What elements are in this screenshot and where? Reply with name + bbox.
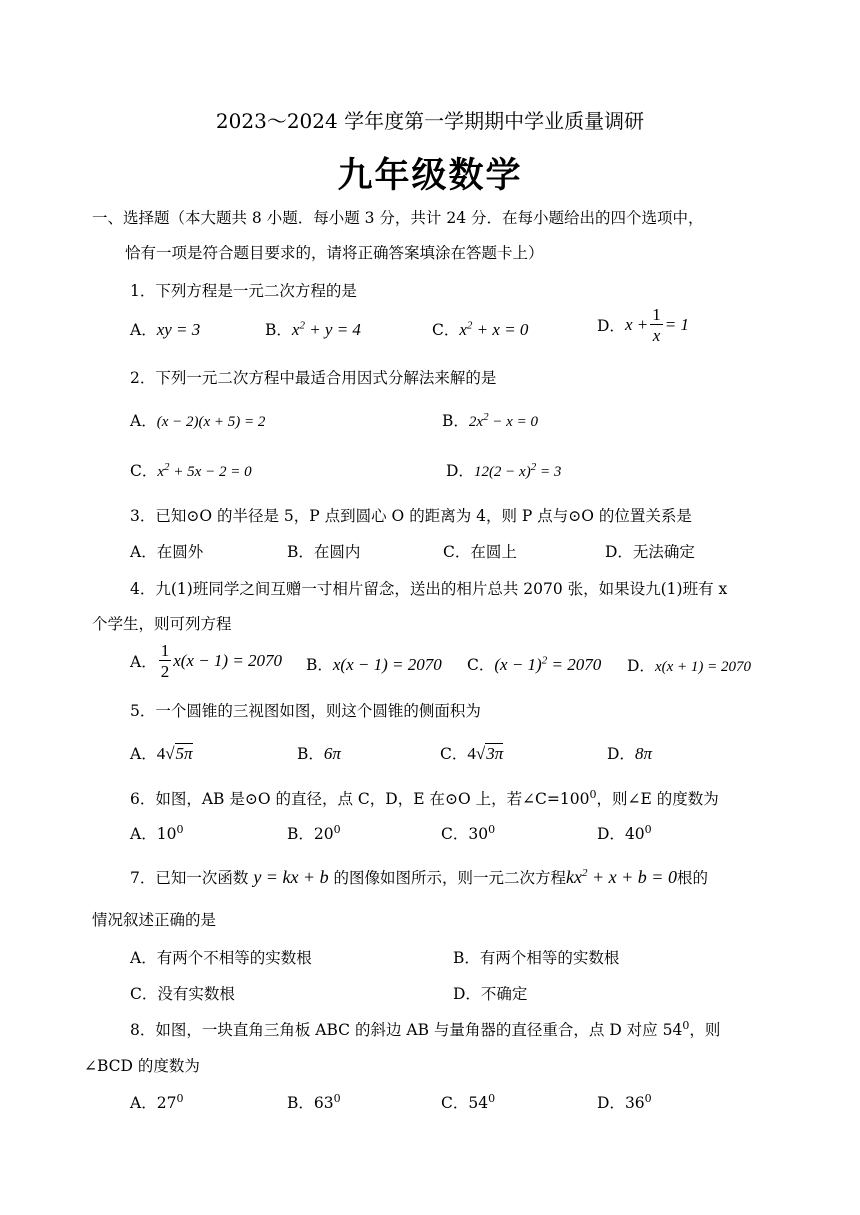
q2-d-exp: 2	[530, 461, 537, 473]
q2-option-a	[130, 409, 265, 431]
q8-stem-line1	[130, 1018, 720, 1040]
q1-option-d-math	[624, 305, 689, 345]
degree-sup: 0	[644, 1091, 652, 1105]
q2-c-pre: x	[157, 464, 165, 480]
q3-option-c: C．在圆上	[443, 543, 517, 561]
q6-option-d-label: D．	[597, 825, 625, 843]
q7-option-c: C．没有实数根	[130, 985, 235, 1003]
q1-option-d	[597, 306, 689, 344]
q1-d-num: 1	[652, 305, 661, 324]
q2-b-pre: 2x	[468, 414, 484, 430]
q7-function: y = kx + b	[253, 867, 329, 887]
q5-stem: 5．一个圆锥的三视图如图，则这个圆锥的侧面积为	[130, 702, 481, 720]
q6-option-d-value: 40	[624, 825, 645, 843]
degree-sup: 0	[176, 1091, 184, 1105]
q6-option-c-label: C．	[441, 825, 469, 843]
q2-option-c-math	[157, 461, 252, 480]
q1-option-a-label: A．	[130, 321, 157, 339]
degree-sup: 0	[176, 822, 184, 836]
q6-option-a-label: A．	[130, 825, 157, 843]
q6-option-c-value: 30	[468, 825, 489, 843]
q5-option-a	[130, 742, 193, 764]
q7-stem-line2: 情况叙述正确的是	[92, 911, 217, 929]
q1-d-post: = 1	[664, 315, 689, 334]
q7-eq-pre: kx	[566, 867, 583, 887]
q2-stem: 2．下列一元二次方程中最适合用因式分解法来解的是	[130, 369, 497, 387]
q8-option-b	[287, 1091, 341, 1113]
q4-option-d	[627, 654, 751, 676]
q8-stem-post: ，则	[689, 1021, 721, 1039]
q5-option-d-label: D．	[607, 745, 635, 763]
q1-c-base: x	[459, 320, 467, 339]
q8-option-b-value: 63	[313, 1094, 334, 1112]
q4-a-den: 2	[160, 662, 170, 681]
q4-option-d-label: D．	[627, 657, 655, 675]
q2-option-b-label: B．	[442, 412, 469, 430]
q1-stem: 1．下列方程是一元二次方程的是	[130, 282, 357, 300]
q6-stem-sup: 0	[589, 787, 597, 801]
q1-c-rest: + x = 0	[472, 320, 529, 339]
q3-option-a: A．在圆外	[130, 543, 204, 561]
q2-option-d	[446, 459, 561, 481]
q2-option-b-math	[468, 411, 538, 430]
q4-option-b-math: x(x − 1) = 2070	[332, 655, 442, 674]
q2-b-exp: 2	[483, 411, 489, 423]
q8-option-b-label: B．	[287, 1094, 314, 1112]
q7-equation	[566, 867, 677, 887]
q2-option-c-label: C．	[130, 462, 158, 480]
q1-option-c	[432, 318, 528, 340]
q6-option-d	[597, 822, 652, 844]
q3-stem: 3．已知⊙O 的半径是 5，P 点到圆心 O 的距离为 4，则 P 点与⊙O 的位置关系是	[130, 507, 692, 525]
q6-stem-tail: ，则∠E 的度数为	[596, 790, 719, 808]
q5-c-radicand: 3π	[486, 744, 504, 763]
q4-option-b-label: B．	[306, 656, 333, 674]
sqrt-symbol: √	[475, 744, 486, 763]
q8-option-d-value: 36	[624, 1094, 645, 1112]
q5-option-a-label: A．	[130, 745, 157, 763]
exam-subtitle: 2023～2024 学年度第一学期期中学业质量调研	[215, 109, 645, 133]
q2-d-pre: 12(2 − x)	[473, 464, 531, 480]
q1-b-exp: 2	[299, 319, 305, 332]
degree-sup: 0	[333, 1091, 341, 1105]
q1-c-exp: 2	[466, 319, 473, 332]
degree-sup: 0	[644, 822, 652, 836]
degree-sup: 0	[488, 822, 496, 836]
q5-option-c	[440, 742, 503, 764]
q8-option-c-label: C．	[441, 1094, 469, 1112]
section-heading-line2: 恰有一项是符合题目要求的，请将正确答案填涂在答题卡上）	[125, 244, 544, 262]
q2-option-c	[130, 459, 252, 481]
q1-b-base: x	[291, 320, 300, 339]
q1-d-pre: x +	[624, 315, 649, 334]
q6-option-b-label: B．	[287, 825, 314, 843]
q1-option-a	[130, 318, 200, 340]
q8-option-a-label: A．	[130, 1094, 157, 1112]
q2-c-exp: 2	[164, 461, 170, 473]
q8-option-c-value: 54	[468, 1094, 489, 1112]
q7-stem-line1	[130, 866, 708, 888]
q5-a-coef: 4	[156, 744, 166, 763]
q2-option-d-math	[473, 461, 562, 480]
q2-b-rest: − x = 0	[488, 414, 538, 430]
q5-c-coef: 4	[467, 744, 476, 763]
q6-option-b-value: 20	[313, 825, 334, 843]
q5-option-b-math: 6π	[323, 744, 341, 763]
q4-option-a	[130, 642, 282, 680]
q1-option-c-label: C．	[432, 321, 460, 339]
exam-title: 九年级数学	[337, 156, 523, 196]
q7-stem-mid: 的图像如图所示，则一元二次方程	[333, 869, 567, 887]
q8-stem-pre: 8．如图，一块直角三角板 ABC 的斜边 AB 与量角器的直径重合，点 D 对应 54	[130, 1021, 683, 1039]
q4-c-pre: (x − 1)	[494, 655, 542, 674]
q4-option-a-math	[157, 641, 283, 681]
q1-option-b	[265, 318, 361, 340]
q4-a-rest: x(x − 1) = 2070	[173, 651, 283, 670]
q1-option-c-math	[459, 320, 528, 339]
q4-option-b	[306, 653, 442, 675]
q4-option-d-math: x(x + 1) = 2070	[654, 659, 751, 675]
q8-option-c	[441, 1091, 495, 1113]
q2-option-a-math: (x − 2)(x + 5) = 2	[156, 414, 266, 430]
q5-option-c-label: C．	[440, 745, 468, 763]
section-heading-line1: 一、选择题（本大题共 8 小题．每小题 3 分，共计 24 分．在每小题给出的四个选项中，	[92, 209, 704, 227]
q6-stem-main: 6．如图，AB 是⊙O 的直径，点 C，D，E 在⊙O 上，若∠C=100	[130, 790, 590, 808]
degree-sup: 0	[333, 822, 341, 836]
q3-option-b: B．在圆内	[287, 543, 361, 561]
q8-option-d-label: D．	[597, 1094, 625, 1112]
q5-option-b-label: B．	[297, 745, 324, 763]
q7-option-b: B．有两个相等的实数根	[453, 949, 620, 967]
q1-option-a-math: xy = 3	[156, 320, 201, 339]
q4-a-num: 1	[160, 641, 170, 660]
q6-option-a-value: 10	[156, 825, 177, 843]
q6-option-c	[441, 822, 495, 844]
q4-a-fraction	[159, 642, 172, 680]
q2-option-a-label: A．	[130, 412, 157, 430]
q2-option-d-label: D．	[446, 462, 474, 480]
q8-option-a	[130, 1091, 183, 1113]
q4-option-a-label: A．	[130, 653, 157, 671]
q7-stem-post: 根的	[676, 869, 708, 887]
q4-option-c	[467, 653, 601, 675]
q5-option-d-math: 8π	[634, 744, 652, 763]
q8-stem-sup: 0	[682, 1018, 690, 1032]
q1-d-fraction	[650, 306, 663, 344]
q5-option-b	[297, 742, 341, 764]
q5-option-d	[607, 742, 652, 764]
q2-option-b	[442, 409, 538, 431]
q8-option-a-value: 27	[156, 1094, 177, 1112]
q5-a-radicand: 5π	[175, 744, 193, 763]
q2-d-rest: = 3	[536, 464, 562, 480]
q1-d-den: x	[652, 326, 661, 345]
q4-option-c-math	[494, 655, 601, 674]
q4-c-exp: 2	[541, 654, 548, 667]
q4-option-c-label: C．	[467, 656, 495, 674]
q7-option-a: A．有两个不相等的实数根	[130, 949, 312, 967]
q8-option-d	[597, 1091, 652, 1113]
q7-eq-rest: + x + b = 0	[587, 867, 677, 887]
sqrt-symbol: √	[165, 744, 175, 763]
q6-stem	[130, 787, 719, 809]
q7-stem-pre: 7．已知一次函数	[130, 869, 249, 887]
q4-stem-line1: 4．九(1)班同学之间互赠一寸相片留念，送出的相片总共 2070 张，如果设九(1)班有 x	[130, 580, 728, 598]
q4-stem-line2: 个学生，则可列方程	[92, 615, 232, 633]
q6-option-a	[130, 822, 183, 844]
q2-c-rest: + 5x − 2 = 0	[169, 464, 252, 480]
q7-eq-exp: 2	[582, 867, 588, 879]
q8-stem-line2: ∠BCD 的度数为	[84, 1057, 200, 1075]
q4-c-rest: = 2070	[547, 655, 602, 674]
q1-b-rest: + y = 4	[304, 320, 361, 339]
q3-option-d: D．无法确定	[605, 543, 695, 561]
degree-sup: 0	[488, 1091, 496, 1105]
q1-option-b-label: B．	[265, 321, 292, 339]
q1-option-d-label: D．	[597, 317, 625, 335]
q1-option-b-math	[292, 320, 361, 339]
q7-option-d: D．不确定	[453, 985, 528, 1003]
q6-option-b	[287, 822, 341, 844]
